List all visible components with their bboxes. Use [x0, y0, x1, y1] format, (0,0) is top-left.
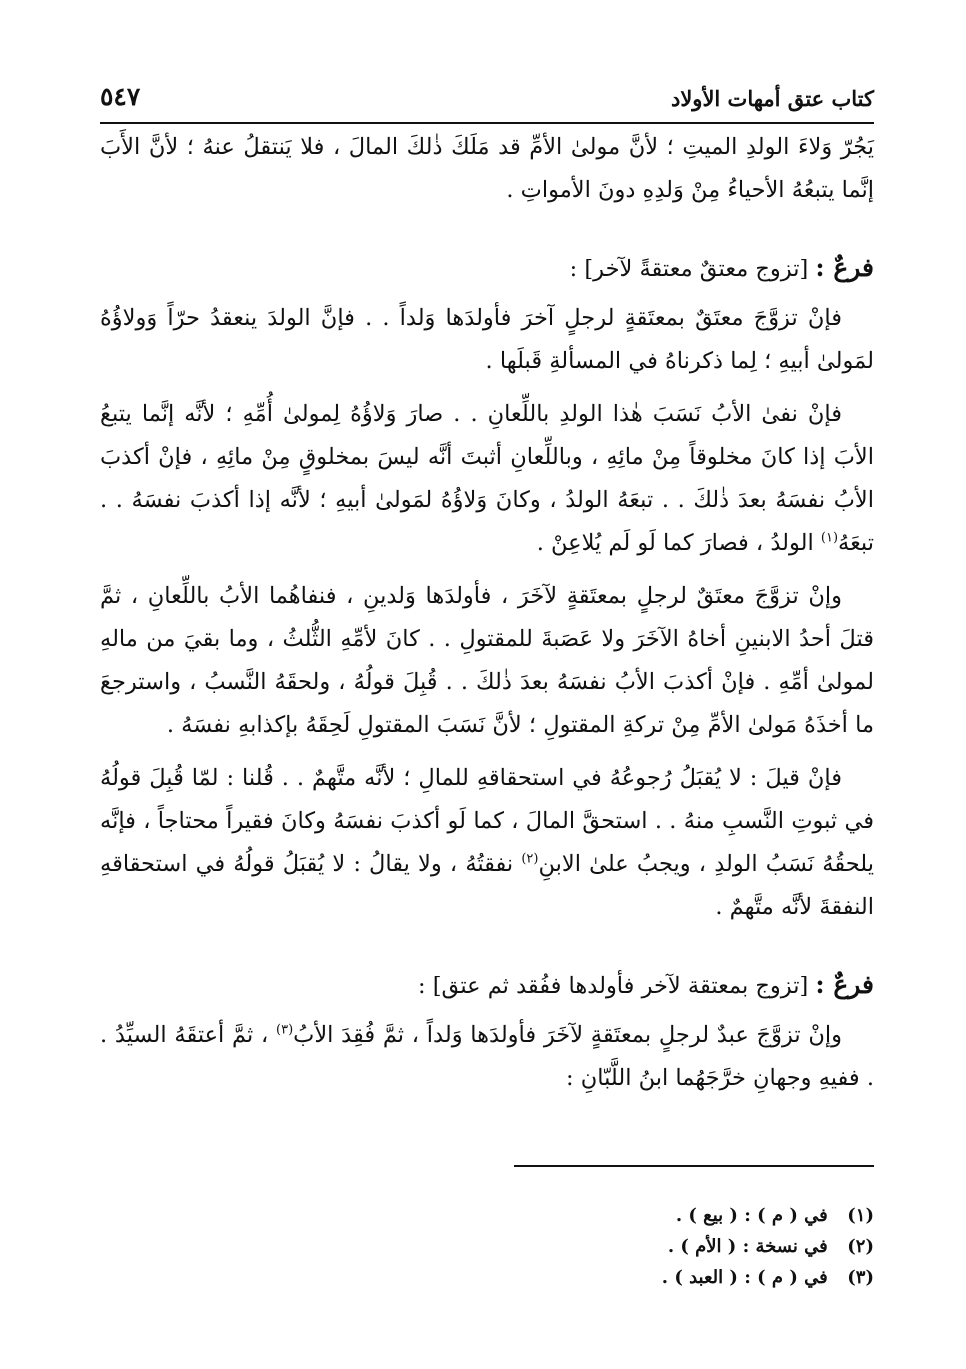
paragraph-5: [100, 757, 874, 929]
branch-keyword: فرعٌ :: [815, 970, 874, 999]
paragraph-6-text-a: وإنْ تزوَّجَ عبدٌ لرجلٍ بمعتَقةٍ لآخَرَ فأولدَها وَلداً ، ثمَّ فُقِدَ الأبُ: [293, 1022, 842, 1048]
paragraph-2: فإنْ تزوَّجَ معتَقٌ بمعتَقةٍ لرجلٍ آخرَ فأولدَها وَلداً . . فإنَّ الولدَ ينعقدُ حرّاً وَولاؤُهُ لمَولىٰ أبيهِ ؛ لِما ذكرناهُ في المسألةِ قَبلَها .: [100, 305, 874, 374]
footnote-number: (١): [847, 1205, 874, 1226]
footnote-text: في ( م ) : ( العبد ) .: [661, 1267, 828, 1288]
running-title: كتاب عتق أمهات الأولاد: [670, 86, 874, 111]
paragraph-6-text-b: ، ثمَّ أعتقَهُ السيِّدُ . . ففيهِ وجهانِ خرَّجَهُما ابنُ اللَّبّانِ :: [100, 1022, 874, 1091]
branch-heading-2: [100, 963, 874, 1008]
branch-heading-1: [100, 246, 874, 291]
footnote-ref-1: (١): [820, 530, 839, 546]
branch-title: [تزوج بمعتقة لآخر فأولدها ففُقد ثم عتق] :: [418, 973, 809, 999]
footnote-number: (٣): [847, 1267, 874, 1288]
footnote-text: في ( م ) : ( بيع ) .: [675, 1205, 828, 1226]
paragraph-3: [100, 393, 874, 565]
footnote-rule: [514, 1165, 874, 1167]
paragraph-1: يَجُرّ وَلاءَ الولدِ الميتِ ؛ لأنَّ مولىٰ الأمِّ قد مَلَكَ ذٰلكَ المالَ ، فلا يَنتقلُ عنهُ ؛ لأنَّ الأَبَ إنَّما يتبعُهُ الأحياءُ مِنْ وَلدِهِ دونَ الأمواتِ .: [100, 134, 874, 203]
page-number: ٥٤٧: [100, 82, 141, 111]
footnote-2: [100, 1231, 874, 1262]
branch-title: [تزوج معتقٌ معتقةً لآخر] :: [569, 256, 809, 282]
footnote-3: [100, 1262, 874, 1293]
footnote-ref-2: (٢): [521, 851, 539, 867]
paragraph-4: وإنْ تزوَّجَ معتَقٌ لرجلٍ بمعتَقةٍ لآخَرَ ، فأولدَها وَلدينِ ، فنفاهُما الأبُ باللِّعانِ ، ثمَّ قتلَ أحدُ الابنينِ أخاهُ الآخَرَ ولا عَصَبةَ للمقتولِ . . كانَ لأمِّهِ الثُّلثُ ، وما بقيَ من مالهِ لمولىٰ أمِّهِ . فإنْ أكذبَ الأبُ نفسَهُ بعدَ ذٰلكَ . . قُبِلَ قولُهُ ، ولحقَهُ النَّسبُ ، واسترجعَ ما أخذَهُ مَولىٰ الأمِّ مِنْ تركةِ المقتولِ ؛ لأنَّ نَسَبَ المقتولِ لَحِقَهُ بإكذابهِ نفسَهُ .: [100, 583, 874, 738]
footnote-1: [100, 1200, 874, 1231]
paragraph-3-text-b: الولدُ ، فصارَ كما لَو لَم يُلاعِنْ .: [536, 530, 821, 556]
paragraph-5-text-a: فإنْ قيلَ : لا يُقبَلُ رُجوعُهُ في استحقاقهِ للمالِ ؛ لأنَّه متَّهمٌ . . قُلنا : لمّا قُبِلَ قولُهُ في ثبوتِ النَّسبِ منهُ . . استحقَّ المالَ ، كما لَو أكذبَ نفسَهُ وكانَ فقيراً محتاجاً ، فإنَّه يلحقُهُ نَسَبُ الولدِ ، ويجبُ علىٰ الابنِ: [100, 765, 874, 877]
page-header: [100, 80, 874, 120]
footnote-number: (٢): [847, 1236, 874, 1257]
footnote-ref-3: (٣): [276, 1022, 294, 1038]
header-rule: [100, 122, 874, 124]
branch-keyword: فرعٌ :: [815, 253, 874, 282]
footnote-text: في نسخة : ( الأم ) .: [667, 1236, 828, 1257]
paragraph-6: [100, 1014, 874, 1100]
main-text: [100, 126, 874, 1100]
paragraph-3-text-a: فإنْ نفىٰ الأبُ نَسَبَ هٰذا الولدِ باللِّعانِ . . صارَ وَلاؤُهُ لِمولىٰ أُمِّهِ ؛ لأنَّه إنَّما يتبعُ الأبَ إذا كانَ مخلوقاً مِنْ مائِهِ ، وباللِّعانِ أثبتَ أنَّه ليسَ بمخلوقٍ مِنْ مائِهِ ، فإنْ أكذبَ الأبُ نفسَهُ بعدَ ذٰلكَ . . تبعَهُ الولدُ ، وكانَ وَلاؤُهُ لمَولىٰ أبيهِ ؛ لأنَّه إذا أكذبَ نفسَهُ . . تبعَهُ: [100, 401, 874, 556]
footnotes: [100, 1200, 874, 1293]
paragraph-5-text-b: نفقتُهُ ، ولا يقالُ : لا يُقبَلُ قولُهُ في استحقاقهِ النفقةَ لأنَّه متَّهمٌ .: [100, 851, 874, 920]
